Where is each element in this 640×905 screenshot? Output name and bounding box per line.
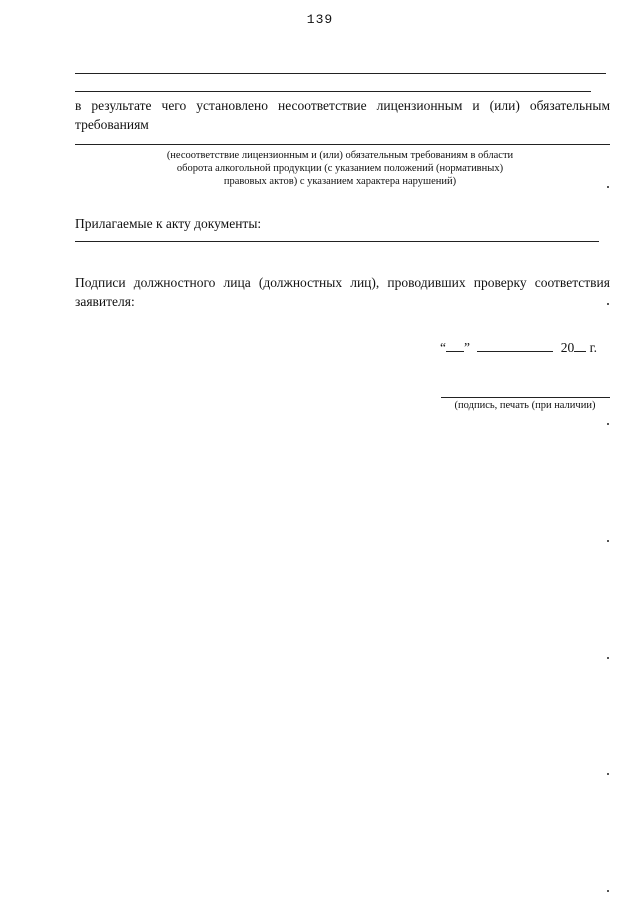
signature-line <box>441 397 610 398</box>
scan-dot-2 <box>607 303 609 305</box>
scan-dot-7 <box>607 890 609 892</box>
date-year-blank <box>574 340 586 352</box>
page-number: 139 <box>306 12 334 27</box>
scan-dot-5 <box>607 657 609 659</box>
violation-caption-line-2: оборота алкогольной продукции (с указанием положений (нормативных) <box>176 163 504 174</box>
signatures-text: Подписи должностного лица (должностных лиц), проводивших проверку соответствия заявителя: <box>75 275 610 309</box>
date-year-suffix: г. <box>589 340 598 355</box>
signature-date <box>440 340 615 356</box>
blank-line-1 <box>75 73 606 74</box>
attached-documents-label: Прилагаемые к акту документы: <box>75 216 262 231</box>
scan-dot-1 <box>607 186 609 188</box>
attached-documents-line <box>75 241 599 242</box>
scan-dot-3 <box>607 423 609 425</box>
date-year-prefix: 20 <box>560 340 575 355</box>
date-open-quote: “ <box>440 340 446 355</box>
signature-caption: (подпись, печать (при наличии) <box>454 400 596 411</box>
violation-text: в результате чего установлено несоответствие лицензионным и (или) обязательным требованиям <box>75 98 610 132</box>
blank-line-2 <box>75 91 591 92</box>
date-day-blank <box>446 340 464 352</box>
violation-caption <box>140 149 540 188</box>
date-month-blank <box>477 340 553 352</box>
scan-dot-4 <box>607 540 609 542</box>
violation-caption-line-3: правовых актов) с указанием характера нарушений) <box>223 176 457 187</box>
violation-caption-line-1: (несоответствие лицензионным и (или) обязательным требованиям в области <box>166 150 514 161</box>
violation-blank-line <box>75 144 610 145</box>
scan-dot-6 <box>607 773 609 775</box>
date-close-quote: ” <box>464 340 470 355</box>
